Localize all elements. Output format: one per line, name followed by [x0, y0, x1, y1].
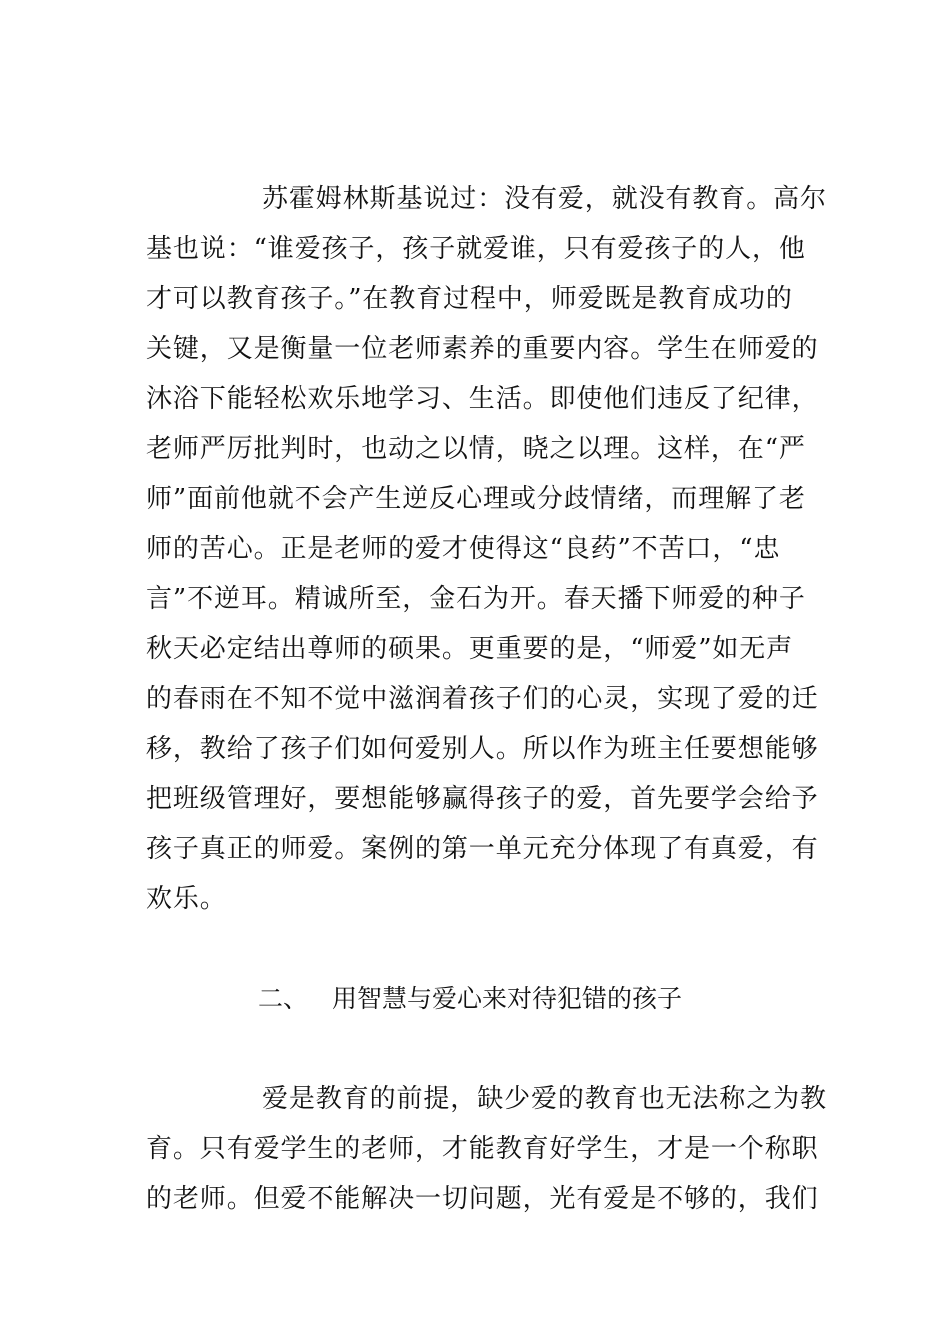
paragraph-line: 老师严厉批判时，也动之以情，晓之以理。这样，在“严 [146, 434, 806, 464]
paragraph-line: 师的苦心。正是老师的爱才使得这“良药”不苦口，“忠 [146, 534, 781, 564]
paragraph-line: 关键，又是衡量一位老师素养的重要内容。学生在师爱的 [146, 334, 819, 364]
paragraph-line: 言”不逆耳。精诚所至，金石为开。春天播下师爱的种子 [146, 584, 806, 614]
paragraph-line: 基也说：“谁爱孩子，孩子就爱谁，只有爱孩子的人，他 [146, 234, 806, 264]
paragraph-line: 的春雨在不知不觉中滋润着孩子们的心灵，实现了爱的迁 [146, 684, 819, 714]
paragraph-line: 移，教给了孩子们如何爱别人。所以作为班主任要想能够 [146, 734, 819, 764]
paragraph-line: 欢乐。 [146, 884, 227, 914]
paragraph-line: 师”面前他就不会产生逆反心理或分歧情绪，而理解了老 [146, 484, 806, 514]
paragraph-line: 孩子真正的师爱。案例的第一单元充分体现了有真爱，有 [146, 834, 819, 864]
section-title: 用智慧与爱心来对待犯错的孩子 [332, 984, 683, 1013]
paragraph-line: 育。只有爱学生的老师，才能教育好学生，才是一个称职 [146, 1134, 819, 1164]
paragraph-line: 秋天必定结出尊师的硕果。更重要的是，“师爱”如无声 [146, 634, 794, 664]
paragraph-line: 的老师。但爱不能解决一切问题，光有爱是不够的，我们 [146, 1184, 819, 1214]
paragraph-line: 爱是教育的前提，缺少爱的教育也无法称之为教 [262, 1084, 827, 1114]
paragraph-line: 才可以教育孩子。”在教育过程中，师爱既是教育成功的 [146, 284, 793, 314]
section-number: 二、 [258, 984, 309, 1013]
paragraph-line: 沐浴下能轻松欢乐地学习、生活。即使他们违反了纪律， [146, 384, 819, 414]
paragraph-line: 把班级管理好，要想能够赢得孩子的爱，首先要学会给予 [146, 784, 819, 814]
paragraph-line: 苏霍姆林斯基说过：没有爱，就没有教育。高尔 [262, 184, 827, 214]
section-heading [258, 984, 682, 1014]
